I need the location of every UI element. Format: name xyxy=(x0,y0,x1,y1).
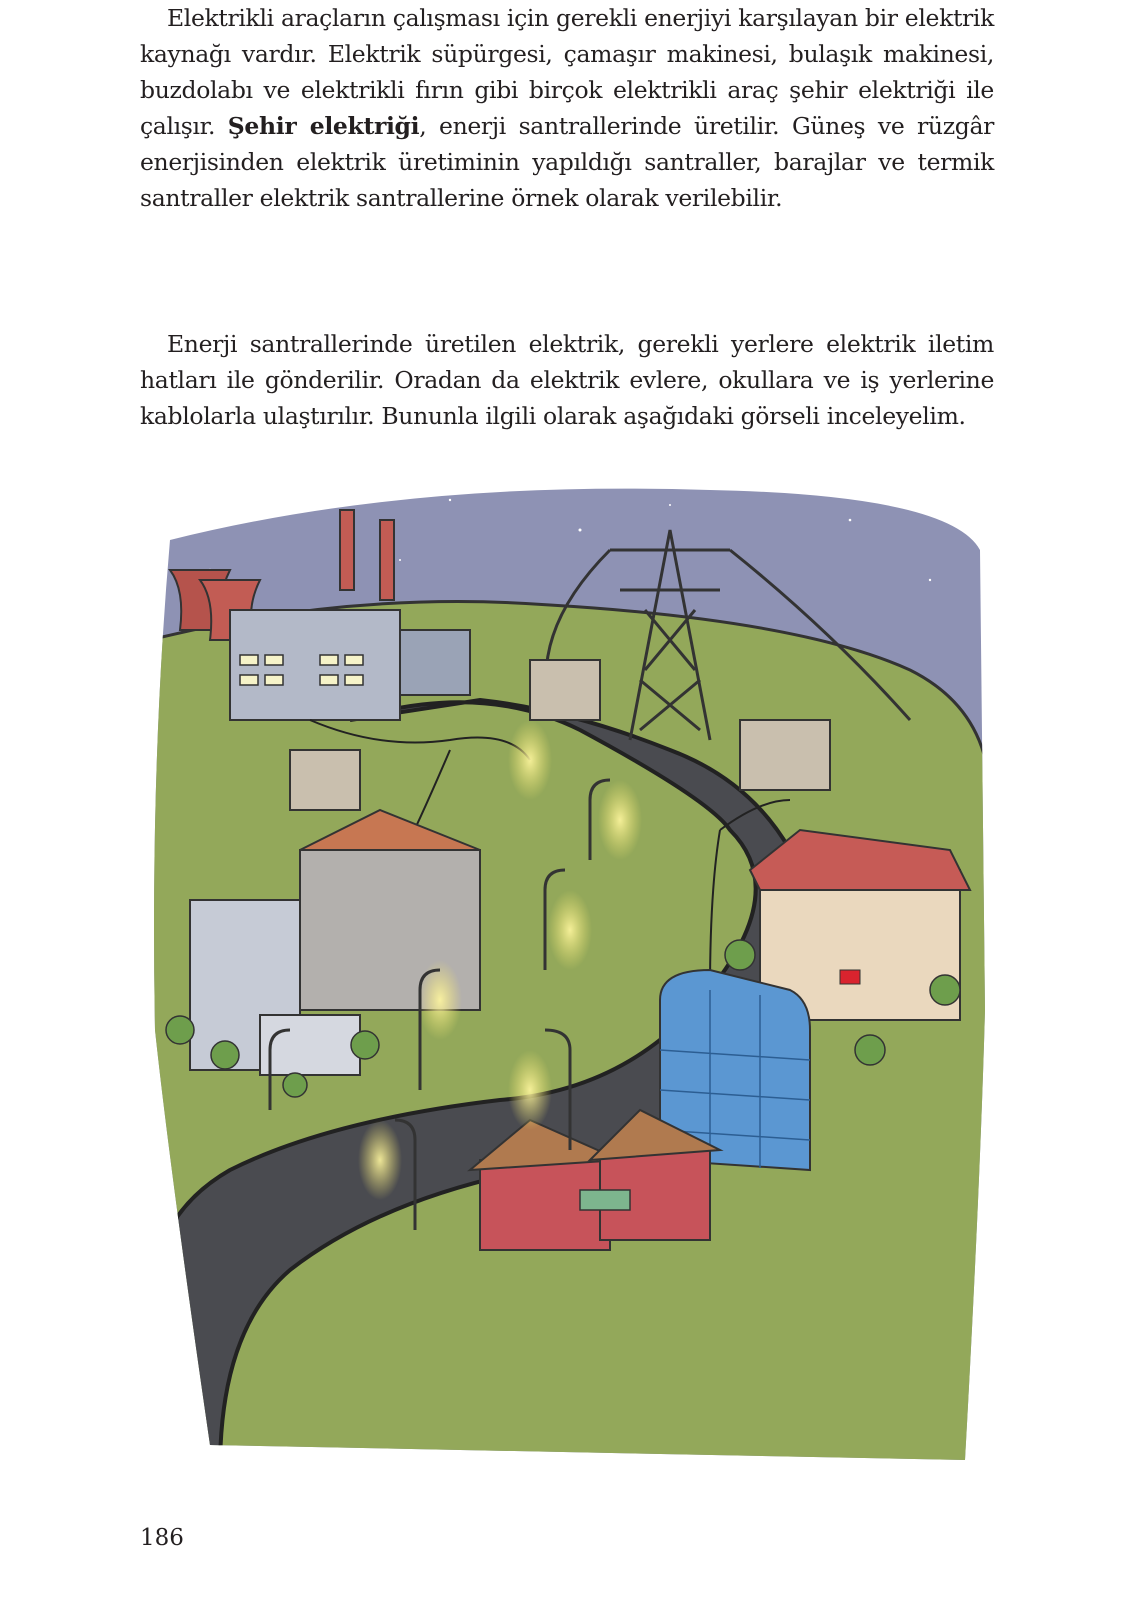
hospital-annex xyxy=(260,1015,360,1075)
substation-3 xyxy=(290,750,360,810)
paragraph-1-intro: Elektrikli araçların çalışması için gerekli enerjiyi karşılayan bir elektrik kaynağı vardır. Elektrik süpürgesi, çamaşır makinesi, bulaşık makinesi, buzdolabı ve elektrikli fırın gibi birçok elektrikli araç şehir elektriği ile çalışır. xyxy=(140,4,994,140)
substation-2 xyxy=(740,720,830,790)
text-block xyxy=(140,0,994,430)
scene xyxy=(150,470,990,1470)
ground-edge xyxy=(150,1460,990,1470)
bold-term-sehir-elektrigi: Şehir elektriği xyxy=(227,112,420,140)
restaurant-awning xyxy=(580,1190,630,1210)
paragraph-2: Enerji santrallerinde üretilen elektrik, gerekli yerlere elektrik iletim hatları ile gönderilir. Oradan da elektrik evlere, okullara ve iş yerlerine kablolarla ulaştırılır. Bununla ilgili olarak aşağıdaki görseli inceleyelim. xyxy=(140,330,994,430)
substation-1 xyxy=(530,660,600,720)
chimney-1 xyxy=(340,510,354,590)
paragraph-1-rest: , enerji santrallerinde üretilir. Güneş ve rüzgâr enerjisinden elektrik üretiminin yapıldığı santraller, barajlar ve termik santraller elektrik santrallerine örnek olarak verilebilir. xyxy=(140,112,994,212)
factory-annex xyxy=(400,630,470,695)
page-number: 186 xyxy=(140,1525,184,1551)
turkish-flag-icon xyxy=(840,970,860,984)
paragraph-1 xyxy=(140,0,994,216)
chimney-2 xyxy=(380,520,394,600)
city-electricity-illustration xyxy=(150,470,990,1470)
